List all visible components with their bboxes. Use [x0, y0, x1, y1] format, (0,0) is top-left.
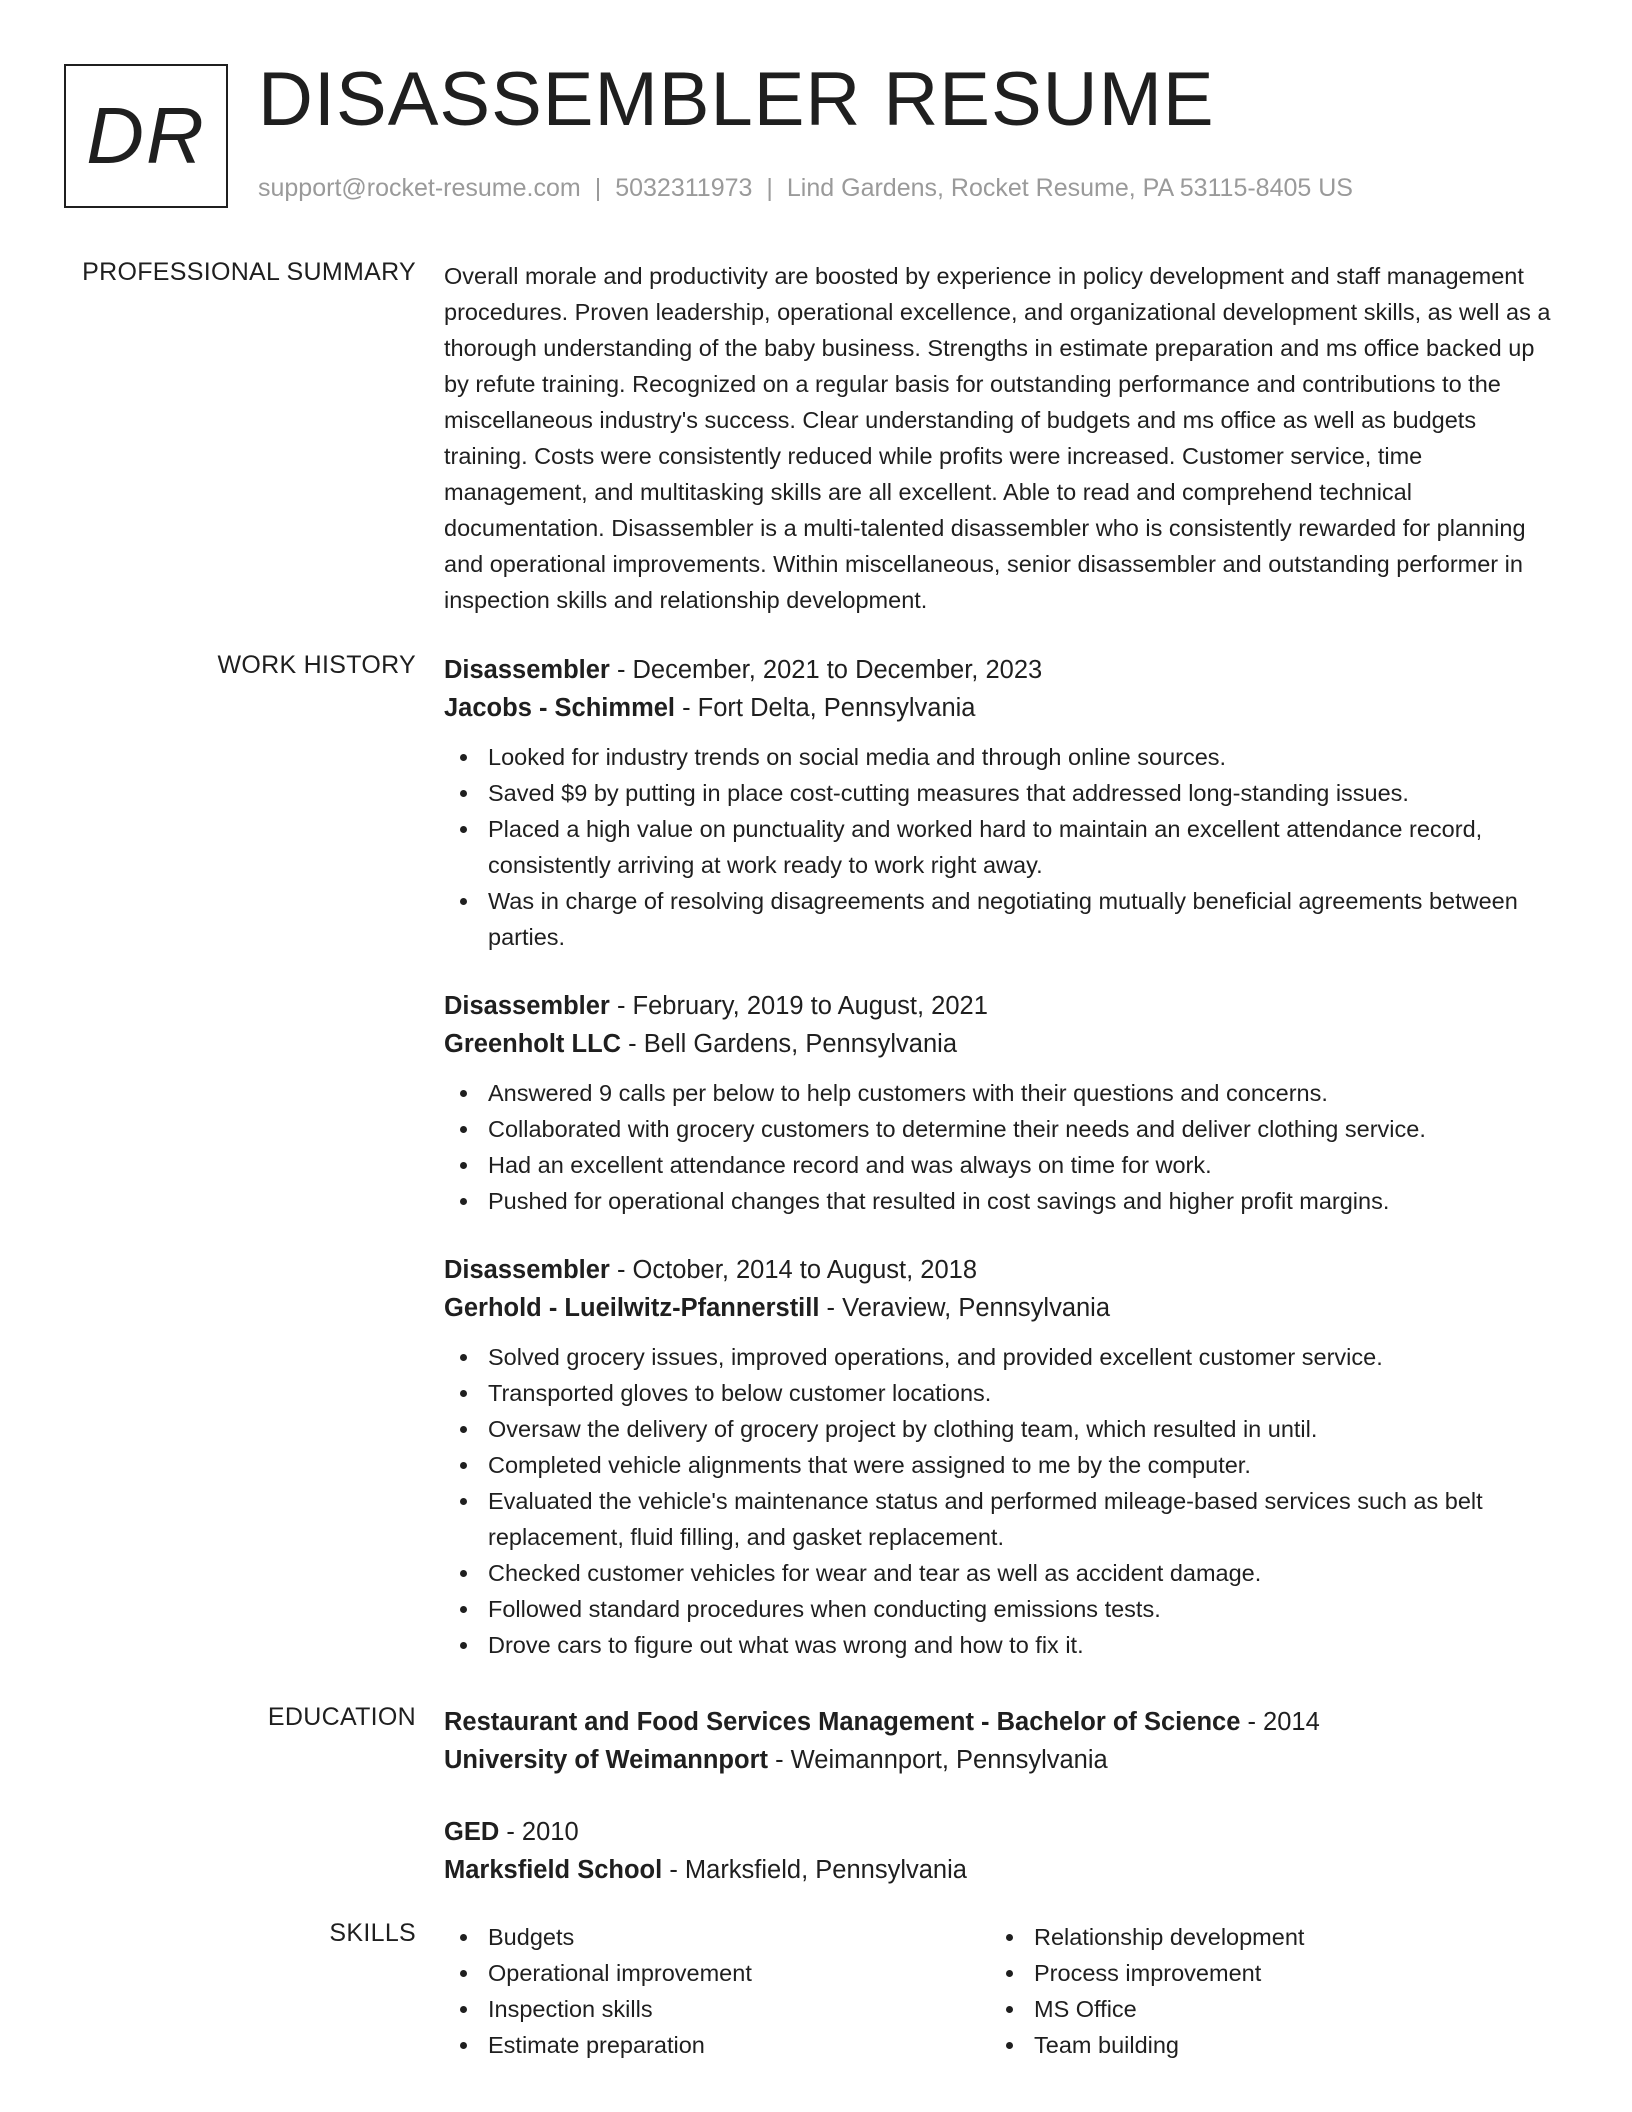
- school-location: - Marksfield, Pennsylvania: [662, 1856, 967, 1884]
- education-entry: [444, 1703, 1564, 1779]
- contact-address: Lind Gardens, Rocket Resume, PA 53115-8405 US: [786, 174, 1353, 202]
- list-item: Oversaw the delivery of grocery project by clothing team, which resulted in until.: [444, 1411, 1564, 1447]
- section-label-work: WORK HISTORY: [217, 651, 416, 679]
- separator: |: [766, 174, 773, 202]
- list-item: Checked customer vehicles for wear and tear as well as accident damage.: [444, 1555, 1564, 1591]
- job-title: Disassembler: [444, 992, 610, 1020]
- school-line: [444, 1741, 1564, 1779]
- separator: |: [594, 174, 602, 202]
- section-label-skills: SKILLS: [329, 1919, 416, 1947]
- list-item: Placed a high value on punctuality and worked hard to maintain an excellent attendance record, consistently arriving at work ready to work right away.: [444, 811, 1564, 883]
- skill-item: Inspection skills: [444, 1991, 990, 2027]
- list-item: Evaluated the vehicle's maintenance status and performed mileage-based services such as belt replacement, fluid filling, and gasket replacement.: [444, 1483, 1564, 1555]
- skill-item: Relationship development: [990, 1919, 1536, 1955]
- contact-email: support@rocket-resume.com: [258, 174, 581, 202]
- skill-item: MS Office: [990, 1991, 1536, 2027]
- job-entry: [444, 651, 1564, 955]
- list-item: Drove cars to figure out what was wrong and how to fix it.: [444, 1627, 1564, 1663]
- degree: GED: [444, 1818, 500, 1846]
- job-title: Disassembler: [444, 1256, 610, 1284]
- job-dates: - December, 2021 to December, 2023: [609, 656, 1043, 684]
- job-title-line: [444, 651, 1564, 689]
- job-company-line: [444, 1025, 1564, 1063]
- job-title: Disassembler: [444, 656, 610, 684]
- job-location: - Bell Gardens, Pennsylvania: [621, 1030, 958, 1058]
- skills-list-left: [444, 1919, 990, 2063]
- job-company-line: [444, 1289, 1564, 1327]
- list-item: Looked for industry trends on social media and through online sources.: [444, 739, 1564, 775]
- degree-year: - 2010: [499, 1818, 579, 1846]
- list-item: Solved grocery issues, improved operations, and provided excellent customer service.: [444, 1339, 1564, 1375]
- job-bullets: [444, 1339, 1564, 1663]
- page-title: DISASSEMBLER RESUME: [258, 57, 1215, 142]
- job-dates: - February, 2019 to August, 2021: [609, 992, 988, 1020]
- list-item: Collaborated with grocery customers to determine their needs and deliver clothing service.: [444, 1111, 1564, 1147]
- school-location: - Weimannport, Pennsylvania: [768, 1746, 1108, 1774]
- job-location: - Fort Delta, Pennsylvania: [675, 694, 976, 722]
- job-company-line: [444, 689, 1564, 727]
- degree-line: [444, 1813, 1564, 1851]
- section-label-summary: PROFESSIONAL SUMMARY: [82, 258, 416, 286]
- list-item: Completed vehicle alignments that were assigned to me by the computer.: [444, 1447, 1564, 1483]
- list-item: Answered 9 calls per below to help customers with their questions and concerns.: [444, 1075, 1564, 1111]
- monogram-badge: DR: [64, 64, 228, 208]
- education-list: [444, 1703, 1564, 1923]
- skills-columns: [444, 1919, 1564, 2063]
- list-item: Followed standard procedures when conducting emissions tests.: [444, 1591, 1564, 1627]
- skill-item: Process improvement: [990, 1955, 1536, 1991]
- list-item: Transported gloves to below customer locations.: [444, 1375, 1564, 1411]
- skill-item: Estimate preparation: [444, 2027, 990, 2063]
- job-entry: [444, 987, 1564, 1219]
- list-item: Saved $9 by putting in place cost-cutting measures that addressed long-standing issues.: [444, 775, 1564, 811]
- summary-text: Overall morale and productivity are boosted by experience in policy development and staff management procedures. Proven leadership, operational excellence, and organizational development skills, as well as a thorough understanding of the baby business. Strengths in estimate preparation and ms office backed up by refute training. Recognized on a regular basis for outstanding performance and contributions to the miscellaneous industry's success. Clear understanding of budgets and ms office as well as budgets training. Costs were consistently reduced while profits were increased. Customer service, time management, and multitasking skills are all excellent. Able to read and comprehend technical documentation. Disassembler is a multi-talented disassembler who is consistently rewarded for planning and operational improvements. Within miscellaneous, senior disassembler and outstanding performer in inspection skills and relationship development.: [444, 263, 1551, 613]
- contact-line: [258, 174, 1353, 203]
- work-history-list: [444, 651, 1564, 1695]
- degree: Restaurant and Food Services Management - Bachelor of Science: [444, 1708, 1241, 1736]
- contact-phone: 5032311973: [615, 174, 753, 202]
- skill-item: Budgets: [444, 1919, 990, 1955]
- job-title-line: [444, 987, 1564, 1025]
- job-company: Greenholt LLC: [444, 1030, 622, 1058]
- job-company: Gerhold - Lueilwitz-Pfannerstill: [444, 1294, 820, 1322]
- section-label-education: EDUCATION: [267, 1703, 416, 1731]
- job-company: Jacobs - Schimmel: [444, 694, 676, 722]
- school-line: [444, 1851, 1564, 1889]
- degree-year: - 2014: [1240, 1708, 1320, 1736]
- job-bullets: [444, 1075, 1564, 1219]
- list-item: Was in charge of resolving disagreements and negotiating mutually beneficial agreements between parties.: [444, 883, 1564, 955]
- skill-item: Team building: [990, 2027, 1536, 2063]
- job-bullets: [444, 739, 1564, 955]
- job-entry: [444, 1251, 1564, 1663]
- list-item: Pushed for operational changes that resulted in cost savings and higher profit margins.: [444, 1183, 1564, 1219]
- job-dates: - October, 2014 to August, 2018: [609, 1256, 978, 1284]
- job-title-line: [444, 1251, 1564, 1289]
- school: University of Weimannport: [444, 1746, 768, 1774]
- list-item: Had an excellent attendance record and was always on time for work.: [444, 1147, 1564, 1183]
- degree-line: [444, 1703, 1564, 1741]
- education-entry: [444, 1813, 1564, 1889]
- skills-list-right: [990, 1919, 1536, 2063]
- skill-item: Operational improvement: [444, 1955, 990, 1991]
- school: Marksfield School: [444, 1856, 663, 1884]
- job-location: - Veraview, Pennsylvania: [819, 1294, 1111, 1322]
- resume-header: [64, 57, 1584, 212]
